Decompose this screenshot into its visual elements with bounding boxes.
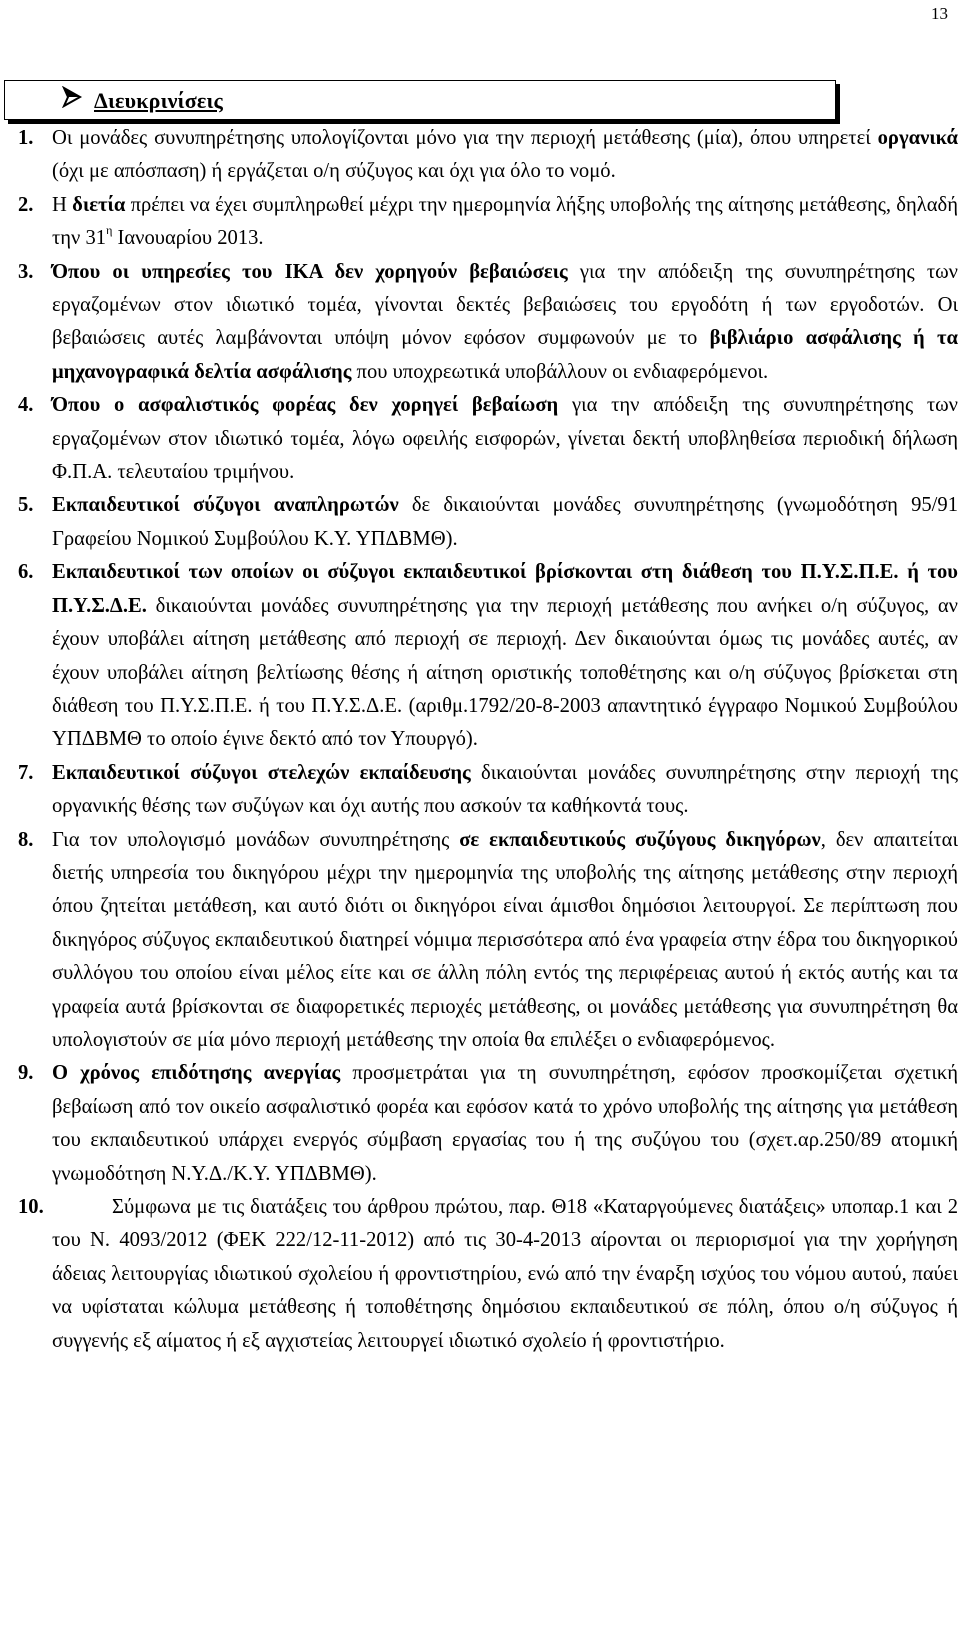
item-number: 8.: [18, 828, 34, 851]
item-number: 9.: [18, 1062, 34, 1085]
bold-text: Εκπαιδευτικοί των οποίων οι σύζυγοι εκπαιδευτικοί βρίσκονται στη διάθεση του Π.Υ.Σ.Π.Ε. ή του Π.Υ.Σ.Δ.Ε.: [52, 561, 958, 617]
clarification-item-4: [18, 389, 958, 489]
item-number: 7.: [18, 761, 34, 784]
arrowhead-bullet-icon: [61, 86, 83, 108]
item-text: Ιανουαρίου 2013.: [112, 227, 264, 250]
bold-text: οργανικά: [877, 127, 958, 149]
item-text: που υποχρεωτικά υποβάλλουν οι ενδιαφερόμενοι.: [351, 360, 769, 383]
item-text: , δεν απαιτείται διετής υπηρεσία του δικηγόρου μέχρι την ημερομηνία της υποβολής της αίτησης μετάθεσης στην περιοχή όπου ζητείται μετάθεση, και αυτό διότι οι δικηγόροι είναι άμισθοι δημόσιοι λειτουργοί. Σε περίπτωση που δικηγόρος σύζυγος εκπαιδευτικού διατηρεί νόμιμα περισσότερα από ένα γραφεία στην έδρα του δικηγορικού συλλόγου του οποίου είναι μέλος είτε και σε άλλη πόλη εντός της περιφέρειας αυτού ή εκτός αυτής και τα γραφεία αυτά βρίσκονται σε διαφορετικές περιοχές μετάθεσης, οι μονάδες μετάθεσης για συνυπηρέτηση θα υπολογιστούν σε μία μόνο περιοχή μετάθεσης την οποία θα επιλέξει ο ενδιαφερόμενος.: [52, 828, 959, 1051]
bold-text: Εκπαιδευτικοί σύζυγοι στελεχών εκπαίδευσης: [52, 761, 471, 784]
item-text: Η: [52, 193, 73, 216]
bold-text: Όπου οι υπηρεσίες του ΙΚΑ δεν χορηγούν βεβαιώσεις: [52, 260, 568, 283]
item-text: δικαιούνται μονάδες συνυπηρέτησης για την περιοχή μετάθεσης που ανήκει ο/η σύζυγος, αν έχουν υποβάλει αίτηση μετάθεσης από περιοχή σε περιοχή. Δεν δικαιούνται όμως τις μονάδες αυτές, αν έχουν υποβάλει αίτηση βελτίωσης θέσης ή αίτηση οριστικής τοποθέτησης και ο/η σύζυγος βρίσκεται στη διάθεση του Π.Υ.Σ.Π.Ε. ή του Π.Υ.Σ.Δ.Ε. (αριθμ.1792/20-8-2003 απαντητικό έγγραφο Νομικού Συμβούλου ΥΠΔΒΜΘ το οποίο έγινε δεκτό από τον Υπουργό).: [52, 594, 958, 751]
item-text: δε δικαιούνται μονάδες συνυπηρέτησης (γνωμοδότηση 95/91 Γραφείου Νομικού Συμβούλου Κ.Υ. ΥΠΔΒΜΘ).: [52, 494, 958, 550]
clarification-item-10: [18, 1191, 958, 1358]
item-number: 1.: [18, 127, 34, 149]
item-number: 3.: [18, 260, 34, 283]
item-text: δικαιούνται μονάδες συνυπηρέτησης στην περιοχή της οργανικής θέσης των συζύγων και όχι αυτής που ασκούν τα καθήκοντά τους.: [52, 761, 958, 818]
bold-text: διετία: [72, 193, 126, 216]
clarification-item-9: [18, 1057, 958, 1191]
item-text: για την απόδειξη της συνυπηρέτησης των εργαζομένων στον ιδιωτικό τομέα, λόγω οφειλής εισφορών, γίνεται δεκτή υποβληθείσα περιοδική δήλωση Φ.Π.Α. τελευταίου τριμήνου.: [52, 394, 958, 484]
item-text: Για τον υπολογισμό μονάδων συνυπηρέτησης: [52, 828, 460, 851]
clarifications-heading: Διευκρινίσεις: [94, 88, 223, 113]
item-text: προσμετράται για τη συνυπηρέτηση, εφόσον προσκομίζεται σχετική βεβαίωση από τον οικείο ασφαλιστικό φορέα και εφόσον κατά το χρόνο υποβολής της αίτησης για μετάθεση του εκπαιδευτικού υπάρχει ενεργός σύμβαση εργασίας του ή της συζύγου του (σχετ.αρ.250/89 ατομική γνωμοδότηση Ν.Υ.Δ./Κ.Υ. ΥΠΔΒΜΘ).: [52, 1062, 959, 1185]
item-number: 6.: [18, 561, 34, 584]
clarification-item-1: [18, 122, 958, 189]
clarification-item-7: [18, 757, 958, 824]
page-number: 13: [931, 4, 948, 23]
clarification-item-8: [18, 824, 958, 1058]
item-number: 2.: [18, 193, 34, 216]
clarification-item-3: [18, 256, 958, 390]
item-text: (όχι με απόσπαση) ή εργάζεται ο/η σύζυγος και όχι για όλο το νομό.: [52, 160, 616, 183]
clarifications-list: [18, 122, 958, 1358]
item-text: για την απόδειξη της συνυπηρέτησης των εργαζομένων στον ιδιωτικό τομέα, γίνονται δεκτές βεβαιώσεις του εργοδότη ή των εργοδοτών. Οι βεβαιώσεις αυτές λαμβάνονται υπόψη μόνον εφόσον συμφωνούν με το: [52, 260, 958, 350]
item-text: Οι μονάδες συνυπηρέτησης υπολογίζονται μόνο για την περιοχή μετάθεσης (μία), όπου υπηρετεί: [52, 127, 878, 149]
item-text: πρέπει να έχει συμπληρωθεί μέχρι την ημερομηνία λήξης υποβολής της αίτησης μετάθεσης, δηλαδή την 31: [52, 193, 958, 250]
bold-text: Όπου ο ασφαλιστικός φορέας δεν χορηγεί βεβαίωση: [52, 394, 559, 417]
clarification-item-2: [18, 189, 958, 256]
bold-text: βιβλιάριο ασφάλισης ή τα μηχανογραφικά δελτία ασφάλισης: [52, 327, 958, 383]
item-number: 10.: [18, 1196, 44, 1218]
item-number: 5.: [18, 494, 34, 517]
clarification-item-5: [18, 489, 958, 556]
item-number: 4.: [18, 394, 34, 417]
bold-text: σε εκπαιδευτικούς συζύγους δικηγόρων: [459, 828, 821, 851]
clarification-item-6: [18, 556, 958, 756]
bold-text: Ο χρόνος επιδότησης ανεργίας: [52, 1062, 341, 1085]
bold-text: Εκπαιδευτικοί σύζυγοι αναπληρωτών: [52, 494, 399, 517]
superscript-text: η: [106, 223, 113, 238]
item-text: Σύμφωνα με τις διατάξεις του άρθρου πρώτου, παρ. Θ18 «Καταργούμενες διατάξεις» υποπαρ.1 και 2 του Ν. 4093/2012 (ΦΕΚ 222/12-11-2012) από τις 30-4-2013 αίρονται οι περιορισμοί για την χορήγηση άδειας λειτουργίας ιδιωτικού σχολείου ή φροντιστηρίου, ενώ από την έναρξη ισχύος του νόμου αυτού, παύει να υφίσταται κώλυμα μετάθεσης ή τοποθέτησης δημόσιου εκπαιδευτικού σε πόλη, όπου ο/η σύζυγος ή συγγενής εξ αίματος ή εξ αγχιστείας λειτουργεί ιδιωτικό σχολείο ή φροντιστήριο.: [52, 1196, 958, 1352]
